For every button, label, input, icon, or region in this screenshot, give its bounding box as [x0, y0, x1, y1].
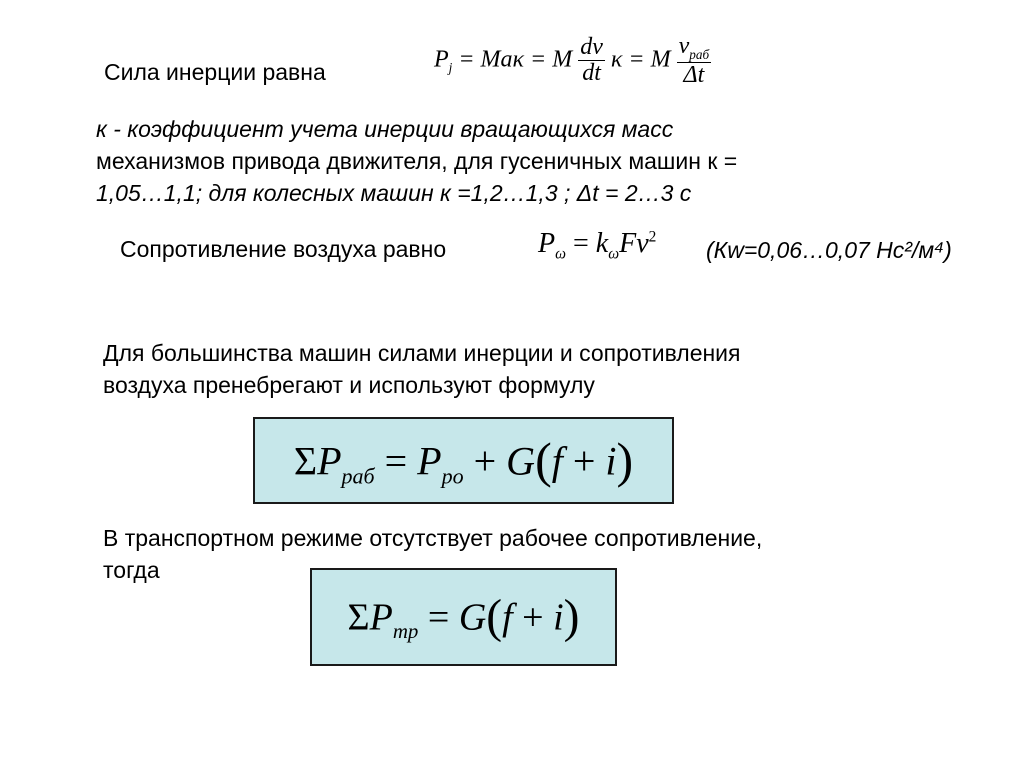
v-dt-fraction: $\frac{v_{раб}}{\Delta t}$: [678, 33, 710, 88]
work-sum-formula-box: [253, 417, 674, 504]
air-label: Сопротивление воздуха равно: [120, 236, 447, 262]
majority-line-1: Для большинства машин силами инерции и сопротивления: [103, 340, 741, 366]
kappa-line-2: механизмов привода движителя, для гусеничных машин к =: [96, 148, 738, 174]
inertia-formula: $P_j = Mа\kappa = M$ $\frac{dv}{dt}$ κ = M $\frac{v_{раб}}{\Delta t}$: [434, 33, 710, 88]
majority-line-2: воздуха пренебрегают и используют формулу: [103, 372, 595, 398]
dv-dt-fraction: $\frac{dv}{dt}$: [580, 34, 603, 87]
kappa-line-1: к - коэффициент учета инерции вращающихся масс: [96, 116, 674, 142]
majority-paragraph: [103, 337, 969, 401]
air-note: (Кw=0,06…0,07 Нс²/м⁴): [706, 237, 952, 263]
kappa-line-3: 1,05…1,1; для колесных машин к =1,2…1,3 ; Δt = 2…3 с: [96, 180, 692, 206]
kappa-paragraph: [96, 113, 930, 209]
transport-sum-formula-box: [310, 568, 617, 666]
transport-line-1: В транспортном режиме отсутствует рабочее сопротивление,: [103, 525, 763, 551]
inertia-label: Сила инерции равна: [104, 59, 326, 85]
transport-sum-formula: $\Sigma P_{тр} = G(f + i)$: [347, 590, 580, 644]
air-formula: $P_\omega = k_\omega Fv^2$: [538, 228, 657, 263]
work-sum-formula: $\Sigma P_{раб} = P_{ро} + G(f + i)$: [293, 432, 634, 489]
transport-line-2: тогда: [103, 557, 160, 583]
